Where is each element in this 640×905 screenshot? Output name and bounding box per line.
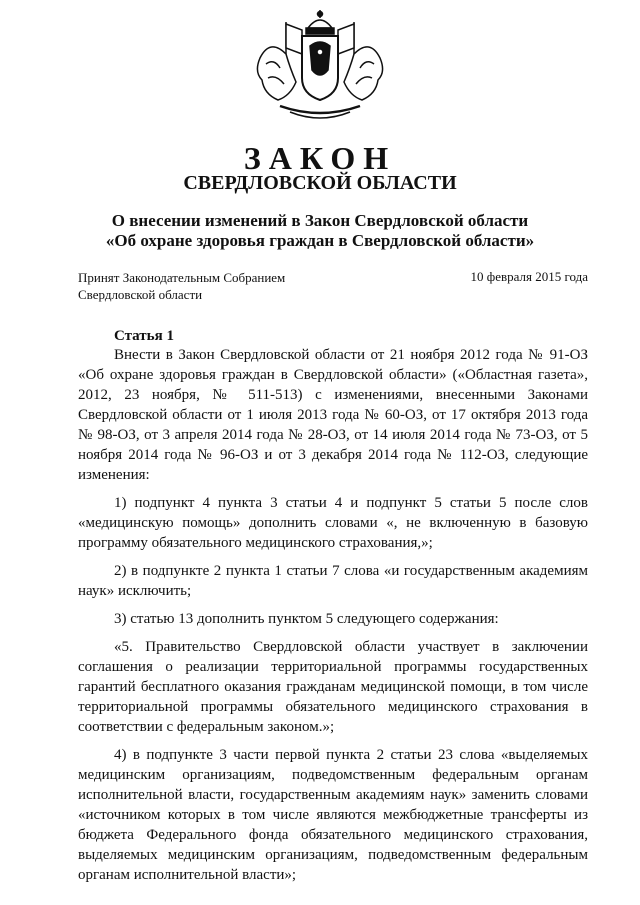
law-heading-line1: О внесении изменений в Закон Свердловской области bbox=[111, 211, 529, 230]
paragraph-item-1: 1) подпункт 4 пункта 3 статьи 4 и подпункт 5 статьи 5 после слов «медицинскую помощь» дополнить словами «, не включенную в базовую программу обязательного медицинского страхования,»; bbox=[78, 495, 588, 551]
paragraph-intro: Внести в Закон Свердловской области от 21 ноября 2012 года № 91-ОЗ «Об охране здоровья граждан в Свердловской области» («Областная газета», 2012, 23 ноября, № 511-513) с изменениями, внесенными Законами Свердловской области от 1 июля 2013 года № 60-ОЗ, от 17 октября 2013 года № 98-ОЗ, от 3 апреля 2014 года № 28-ОЗ, от 14 июля 2014 года № 73-ОЗ, от 5 ноября 2014 года № 96-ОЗ и от 3 декабря 2014 года № 112-ОЗ, следующие изменения: bbox=[78, 347, 588, 483]
adoption-info bbox=[78, 269, 285, 303]
coat-of-arms-icon bbox=[250, 8, 390, 126]
paragraph-item-4: 4) в подпункте 3 части первой пункта 2 статьи 23 слова «выделяемых медицинским организациям, подведомственным федеральным органам исполнительной власти, государственным академиям наук» заменить словами «источником которых в том числе являются межбюджетные трансферты из бюджета Федерального фонда обязательного медицинского страхования, выделяемых медицинским организациям, подведомственным федеральным органам исполнительной власти»; bbox=[78, 747, 588, 883]
article-title: Статья 1 bbox=[114, 328, 174, 344]
adopted-line1: Принят Законодательным Собранием bbox=[78, 270, 286, 285]
law-heading-line2: «Об охране здоровья граждан в Свердловской области» bbox=[105, 231, 535, 250]
paragraph-item-3: 3) статью 13 дополнить пунктом 5 следующего содержания: bbox=[114, 611, 499, 627]
article-body bbox=[78, 345, 588, 891]
document-subtitle: СВЕРДЛОВСКОЙ ОБЛАСТИ bbox=[183, 172, 457, 194]
paragraph-quote: «5. Правительство Свердловской области участвует в заключении соглашения о реализации территориальной программы государственных гарантий бесплатного оказания гражданам медицинской помощи, в том числе территориальной программы обязательного медицинского страхования в соответствии с федеральным законом.»; bbox=[78, 639, 588, 735]
document-title: ЗАКОН bbox=[243, 140, 397, 176]
adopted-line2: Свердловской области bbox=[78, 287, 203, 302]
paragraph-item-2: 2) в подпункте 2 пункта 1 статьи 7 слова «и государственным академиям наук» исключить; bbox=[78, 563, 588, 599]
adoption-date: 10 февраля 2015 года bbox=[470, 269, 588, 284]
law-heading bbox=[0, 211, 640, 251]
